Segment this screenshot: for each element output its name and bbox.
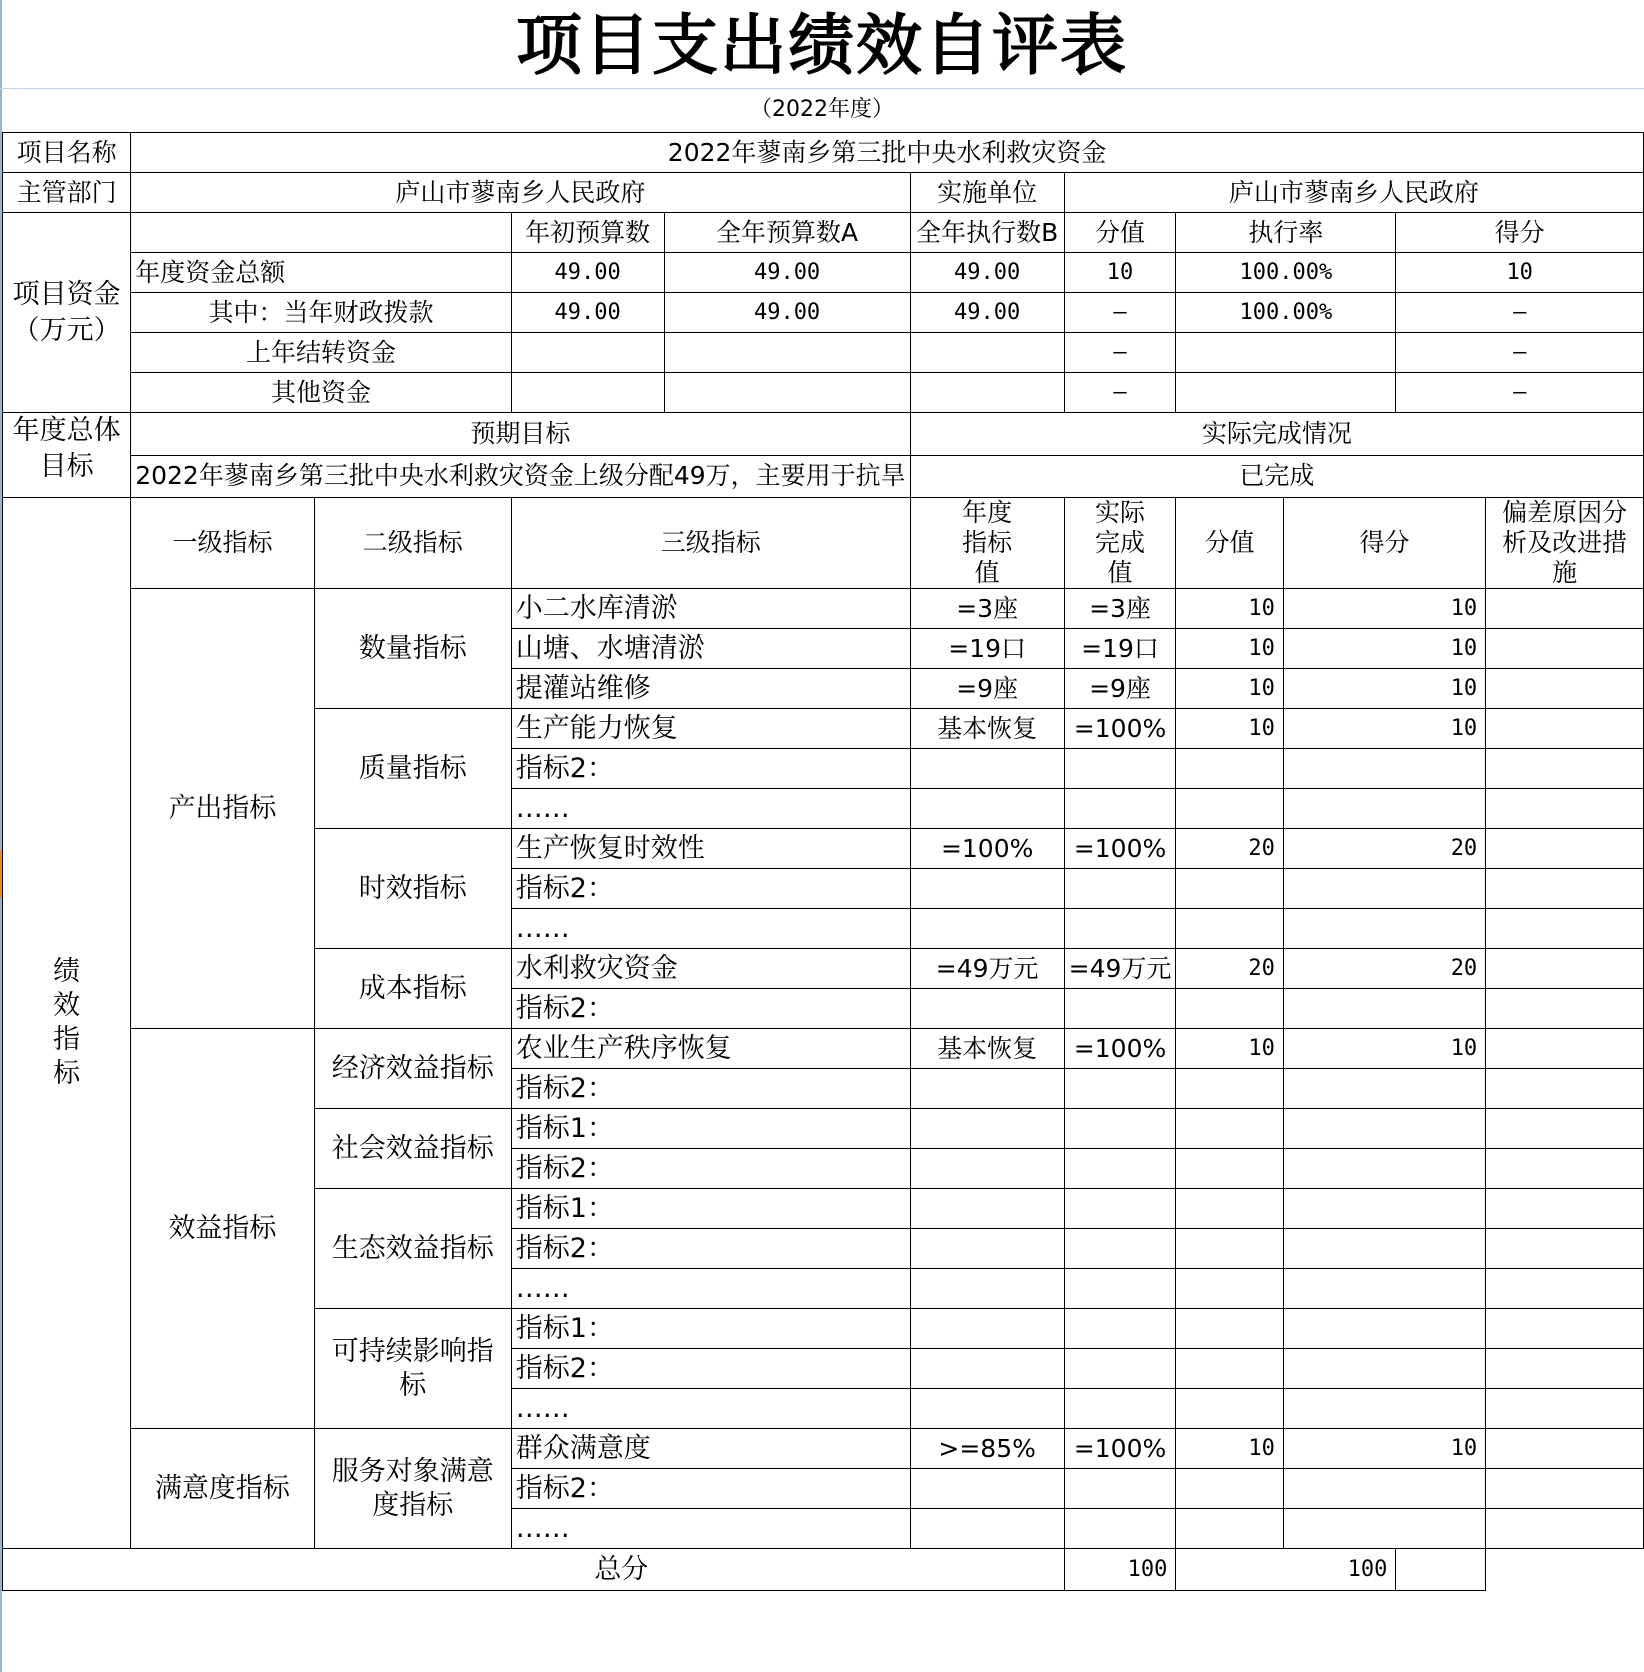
form-year-note: （2022年度）	[750, 97, 894, 122]
indicator-deviation-reason[interactable]	[1486, 1069, 1644, 1109]
indicator-score[interactable]	[1283, 1149, 1485, 1189]
funds-corner-cell[interactable]	[131, 213, 512, 253]
header-deviation-reason[interactable]: 偏差原因分析及改进措施	[1486, 498, 1644, 589]
self-evaluation-table	[2, 132, 1644, 1591]
level3-indicator-name[interactable]: 指标2：	[511, 989, 910, 1029]
indicator-weight[interactable]	[1176, 1389, 1284, 1429]
level3-indicator-name[interactable]: ……	[511, 909, 910, 949]
level3-indicator-name[interactable]: 提灌站维修	[511, 669, 910, 709]
total-score[interactable]: 100	[1176, 1549, 1396, 1591]
table-row	[3, 498, 1644, 589]
indicator-actual[interactable]	[1064, 1349, 1176, 1389]
header-actual[interactable]: 实际完成值	[1064, 498, 1176, 589]
indicator-score[interactable]	[1283, 909, 1485, 949]
indicator-actual[interactable]	[1064, 1469, 1176, 1509]
actual-completion-header[interactable]: 实际完成情况	[910, 413, 1643, 456]
indicator-score[interactable]	[1283, 989, 1485, 1029]
indicator-deviation-reason[interactable]	[1486, 1469, 1644, 1509]
level3-indicator-name[interactable]: ……	[511, 1509, 910, 1549]
funds-initial-value[interactable]: 49.00	[511, 293, 664, 333]
indicator-weight[interactable]	[1176, 1149, 1284, 1189]
table-row	[3, 293, 1644, 333]
indicator-score[interactable]	[1283, 1109, 1485, 1149]
indicator-weight[interactable]: 20	[1176, 829, 1284, 869]
funds-executed-value[interactable]	[910, 373, 1064, 413]
indicator-actual[interactable]: =3座	[1064, 589, 1176, 629]
indicator-deviation-reason[interactable]	[1486, 789, 1644, 829]
funds-initial-value[interactable]	[511, 333, 664, 373]
indicator-target[interactable]	[910, 1149, 1064, 1189]
indicator-weight[interactable]	[1176, 909, 1284, 949]
indicator-weight[interactable]: 20	[1176, 949, 1284, 989]
level3-indicator-name[interactable]: 指标2：	[511, 1349, 910, 1389]
total-deviation-reason[interactable]	[1396, 1549, 1486, 1591]
table-row	[3, 373, 1644, 413]
indicator-score[interactable]	[1283, 789, 1485, 829]
table-row	[3, 133, 1644, 173]
level3-indicator-name[interactable]: 水利救灾资金	[511, 949, 910, 989]
indicator-target[interactable]	[910, 869, 1064, 909]
level2-social[interactable]: 社会效益指标	[314, 1109, 511, 1189]
funds-score-value[interactable]: —	[1396, 333, 1644, 373]
indicator-actual[interactable]	[1064, 989, 1176, 1029]
funds-executed-value[interactable]	[910, 333, 1064, 373]
indicator-actual[interactable]: =19口	[1064, 629, 1176, 669]
funds-row-label[interactable]: 其他资金	[131, 373, 512, 413]
indicator-weight[interactable]	[1176, 749, 1284, 789]
table-row	[3, 1029, 1644, 1069]
indicator-deviation-reason[interactable]	[1486, 949, 1644, 989]
level3-indicator-name[interactable]: 指标2：	[511, 1469, 910, 1509]
funds-header-weight[interactable]: 分值	[1064, 213, 1176, 253]
funds-header-initial[interactable]: 年初预算数	[511, 213, 664, 253]
indicator-score[interactable]	[1283, 1269, 1485, 1309]
indicator-target[interactable]: 基本恢复	[910, 1029, 1064, 1069]
indicator-weight[interactable]	[1176, 789, 1284, 829]
funds-header-annual[interactable]: 全年预算数A	[664, 213, 910, 253]
indicator-deviation-reason[interactable]	[1486, 829, 1644, 869]
funds-score-value[interactable]: —	[1396, 293, 1644, 333]
project-name-label[interactable]: 项目名称	[3, 133, 131, 173]
indicator-actual[interactable]	[1064, 1149, 1176, 1189]
indicator-score[interactable]	[1283, 869, 1485, 909]
indicator-actual[interactable]: =49万元	[1064, 949, 1176, 989]
indicator-score[interactable]	[1283, 1469, 1485, 1509]
indicator-weight[interactable]	[1176, 989, 1284, 1029]
level3-indicator-name[interactable]: 群众满意度	[511, 1429, 910, 1469]
level2-quality[interactable]: 质量指标	[314, 709, 511, 829]
header-target[interactable]: 年度指标值	[910, 498, 1064, 589]
total-label[interactable]: 总分	[3, 1549, 1065, 1591]
indicator-score[interactable]: 10	[1283, 669, 1485, 709]
indicator-actual[interactable]: =100%	[1064, 1029, 1176, 1069]
level2-service[interactable]: 服务对象满意度指标	[314, 1429, 511, 1549]
indicator-weight[interactable]	[1176, 1269, 1284, 1309]
indicator-target[interactable]	[910, 1509, 1064, 1549]
level3-indicator-name[interactable]: 指标2：	[511, 869, 910, 909]
indicator-deviation-reason[interactable]	[1486, 1349, 1644, 1389]
level2-cost[interactable]: 成本指标	[314, 949, 511, 1029]
project-name-value[interactable]: 2022年蓼南乡第三批中央水利救灾资金	[131, 133, 1644, 173]
level3-indicator-name[interactable]: 山塘、水塘清淤	[511, 629, 910, 669]
indicator-score[interactable]	[1283, 1349, 1485, 1389]
annual-goal-label-text: 年度总体目标	[12, 415, 121, 482]
indicator-target[interactable]	[910, 1269, 1064, 1309]
indicator-score[interactable]: 10	[1283, 1429, 1485, 1469]
header-level3[interactable]: 三级指标	[511, 498, 910, 589]
level1-output[interactable]: 产出指标	[131, 589, 314, 1029]
total-weight[interactable]: 100	[1064, 1549, 1176, 1591]
indicator-target[interactable]	[910, 989, 1064, 1029]
indicator-actual[interactable]	[1064, 1189, 1176, 1229]
indicator-target[interactable]	[910, 1349, 1064, 1389]
indicator-target[interactable]	[910, 749, 1064, 789]
indicator-weight[interactable]	[1176, 1469, 1284, 1509]
indicator-weight[interactable]	[1176, 1109, 1284, 1149]
indicator-actual[interactable]	[1064, 1109, 1176, 1149]
funds-rate-value[interactable]	[1176, 333, 1396, 373]
indicator-deviation-reason[interactable]	[1486, 1229, 1644, 1269]
funds-initial-value[interactable]: 49.00	[511, 253, 664, 293]
indicator-actual[interactable]	[1064, 1269, 1176, 1309]
indicator-score[interactable]: 10	[1283, 589, 1485, 629]
funds-executed-value[interactable]: 49.00	[910, 293, 1064, 333]
actual-completion-text[interactable]: 已完成	[910, 455, 1643, 498]
indicator-target[interactable]	[910, 789, 1064, 829]
indicator-deviation-reason[interactable]	[1486, 1309, 1644, 1349]
table-row	[3, 333, 1644, 373]
indicator-actual[interactable]	[1064, 909, 1176, 949]
indicator-score[interactable]: 10	[1283, 1029, 1485, 1069]
level2-timeliness[interactable]: 时效指标	[314, 829, 511, 949]
indicator-score[interactable]	[1283, 749, 1485, 789]
expected-goal-text[interactable]: 2022年蓼南乡第三批中央水利救灾资金上级分配49万，主要用于抗旱	[131, 455, 910, 498]
indicator-target[interactable]	[910, 1069, 1064, 1109]
indicator-target[interactable]	[910, 1189, 1064, 1229]
funds-weight-value[interactable]: —	[1064, 293, 1176, 333]
level3-indicator-name[interactable]: 小二水库清淤	[511, 589, 910, 629]
department-label[interactable]: 主管部门	[3, 173, 131, 213]
level3-indicator-name[interactable]: 指标2：	[511, 1069, 910, 1109]
level3-indicator-name[interactable]: 生产能力恢复	[511, 709, 910, 749]
funds-header-executed[interactable]: 全年执行数B	[910, 213, 1064, 253]
indicator-weight[interactable]: 10	[1176, 589, 1284, 629]
implementer-label[interactable]: 实施单位	[910, 173, 1064, 213]
indicator-target[interactable]	[910, 1229, 1064, 1269]
indicator-score[interactable]	[1283, 1509, 1485, 1549]
indicator-score[interactable]	[1283, 1309, 1485, 1349]
indicator-deviation-reason[interactable]	[1486, 629, 1644, 669]
annual-goal-label[interactable]	[3, 413, 131, 498]
indicator-score[interactable]	[1283, 1229, 1485, 1269]
indicator-deviation-reason[interactable]	[1486, 1389, 1644, 1429]
indicator-deviation-reason[interactable]	[1486, 1149, 1644, 1189]
level3-indicator-name[interactable]: ……	[511, 1389, 910, 1429]
level1-satisfaction[interactable]: 满意度指标	[131, 1429, 314, 1549]
level3-indicator-name[interactable]: ……	[511, 1269, 910, 1309]
indicator-actual[interactable]: =100%	[1064, 709, 1176, 749]
indicator-target[interactable]: =49万元	[910, 949, 1064, 989]
indicator-actual[interactable]	[1064, 1509, 1176, 1549]
table-row	[3, 589, 1644, 629]
indicator-target[interactable]: 基本恢复	[910, 709, 1064, 749]
indicator-deviation-reason[interactable]	[1486, 669, 1644, 709]
level3-indicator-name[interactable]: 指标2：	[511, 1229, 910, 1269]
indicator-score[interactable]: 20	[1283, 949, 1485, 989]
indicator-actual[interactable]	[1064, 1389, 1176, 1429]
funds-executed-value[interactable]: 49.00	[910, 253, 1064, 293]
funds-weight-value[interactable]: 10	[1064, 253, 1176, 293]
table-row	[3, 173, 1644, 213]
indicator-deviation-reason[interactable]	[1486, 1189, 1644, 1229]
funds-weight-value[interactable]: —	[1064, 373, 1176, 413]
indicator-actual[interactable]: =100%	[1064, 829, 1176, 869]
indicator-deviation-reason[interactable]	[1486, 989, 1644, 1029]
level3-indicator-name[interactable]: 农业生产秩序恢复	[511, 1029, 910, 1069]
indicator-weight[interactable]: 10	[1176, 629, 1284, 669]
indicator-target[interactable]: =19口	[910, 629, 1064, 669]
performance-indicators-label-text: 绩效指标	[53, 956, 81, 1089]
indicator-weight[interactable]: 10	[1176, 1029, 1284, 1069]
indicator-deviation-reason[interactable]	[1486, 1269, 1644, 1309]
indicator-deviation-reason[interactable]	[1486, 1029, 1644, 1069]
level2-ecological[interactable]: 生态效益指标	[314, 1189, 511, 1309]
table-row	[3, 1549, 1644, 1591]
level3-indicator-name[interactable]: 指标1：	[511, 1109, 910, 1149]
indicator-score[interactable]	[1283, 1189, 1485, 1229]
funds-initial-value[interactable]	[511, 373, 664, 413]
indicator-target[interactable]	[910, 1389, 1064, 1429]
level3-indicator-name[interactable]: 指标2：	[511, 749, 910, 789]
indicator-target[interactable]: =9座	[910, 669, 1064, 709]
expected-goal-header[interactable]: 预期目标	[131, 413, 910, 456]
indicator-target[interactable]	[910, 909, 1064, 949]
indicator-actual[interactable]: =100%	[1064, 1429, 1176, 1469]
level3-indicator-name[interactable]: 生产恢复时效性	[511, 829, 910, 869]
indicator-target[interactable]: >=85%	[910, 1429, 1064, 1469]
funds-annual-value[interactable]	[664, 333, 910, 373]
indicator-actual[interactable]	[1064, 869, 1176, 909]
header-weight[interactable]: 分值	[1176, 498, 1284, 589]
indicator-target[interactable]	[910, 1469, 1064, 1509]
level3-indicator-name[interactable]: 指标1：	[511, 1189, 910, 1229]
indicator-score[interactable]	[1283, 1069, 1485, 1109]
indicator-weight[interactable]	[1176, 1349, 1284, 1389]
indicator-weight[interactable]: 10	[1176, 669, 1284, 709]
indicator-deviation-reason[interactable]	[1486, 869, 1644, 909]
funds-annual-value[interactable]: 49.00	[664, 253, 910, 293]
header-score[interactable]: 得分	[1283, 498, 1485, 589]
table-row	[3, 253, 1644, 293]
funds-score-value[interactable]: 10	[1396, 253, 1644, 293]
funds-rate-value[interactable]: 100.00%	[1176, 253, 1396, 293]
funds-rate-value[interactable]: 100.00%	[1176, 293, 1396, 333]
indicator-deviation-reason[interactable]	[1486, 1109, 1644, 1149]
funds-label[interactable]: 项目资金（万元）	[3, 213, 131, 413]
funds-header-rate[interactable]: 执行率	[1176, 213, 1396, 253]
indicator-score[interactable]: 10	[1283, 629, 1485, 669]
indicator-deviation-reason[interactable]	[1486, 909, 1644, 949]
indicator-deviation-reason[interactable]	[1486, 1509, 1644, 1549]
indicator-deviation-reason[interactable]	[1486, 749, 1644, 789]
level1-benefit[interactable]: 效益指标	[131, 1029, 314, 1429]
table-row	[3, 455, 1644, 498]
indicator-weight[interactable]	[1176, 1509, 1284, 1549]
level2-quantity[interactable]: 数量指标	[314, 589, 511, 709]
funds-annual-value[interactable]	[664, 373, 910, 413]
indicator-weight[interactable]	[1176, 869, 1284, 909]
funds-row-label[interactable]: 上年结转资金	[131, 333, 512, 373]
indicator-weight[interactable]	[1176, 1069, 1284, 1109]
indicator-weight[interactable]	[1176, 1309, 1284, 1349]
implementer-value[interactable]: 庐山市蓼南乡人民政府	[1064, 173, 1643, 213]
indicator-actual[interactable]	[1064, 789, 1176, 829]
indicator-deviation-reason[interactable]	[1486, 589, 1644, 629]
indicator-target[interactable]: =3座	[910, 589, 1064, 629]
header-level1[interactable]: 一级指标	[131, 498, 314, 589]
funds-rate-value[interactable]	[1176, 373, 1396, 413]
funds-score-value[interactable]: —	[1396, 373, 1644, 413]
indicator-target[interactable]: =100%	[910, 829, 1064, 869]
level3-indicator-name[interactable]: 指标1：	[511, 1309, 910, 1349]
indicator-weight[interactable]: 10	[1176, 1429, 1284, 1469]
performance-indicators-label[interactable]	[3, 498, 131, 1549]
indicator-weight[interactable]: 10	[1176, 709, 1284, 749]
indicator-target[interactable]	[910, 1109, 1064, 1149]
indicator-score[interactable]	[1283, 1389, 1485, 1429]
funds-row-label[interactable]: 其中：当年财政拨款	[131, 293, 512, 333]
table-row	[3, 413, 1644, 456]
level3-indicator-name[interactable]: 指标2：	[511, 1149, 910, 1189]
funds-row-label[interactable]: 年度资金总额	[131, 253, 512, 293]
indicator-deviation-reason[interactable]	[1486, 1429, 1644, 1469]
indicator-score[interactable]: 20	[1283, 829, 1485, 869]
indicator-target[interactable]	[910, 1309, 1064, 1349]
department-value[interactable]: 庐山市蓼南乡人民政府	[131, 173, 910, 213]
indicator-actual[interactable]	[1064, 1069, 1176, 1109]
indicator-actual[interactable]: =9座	[1064, 669, 1176, 709]
indicator-actual[interactable]	[1064, 1309, 1176, 1349]
indicator-score[interactable]: 10	[1283, 709, 1485, 749]
level2-sustainable[interactable]: 可持续影响指标	[314, 1309, 511, 1429]
indicator-actual[interactable]	[1064, 749, 1176, 789]
indicator-deviation-reason[interactable]	[1486, 709, 1644, 749]
funds-header-score[interactable]: 得分	[1396, 213, 1644, 253]
indicator-weight[interactable]	[1176, 1229, 1284, 1269]
indicator-weight[interactable]	[1176, 1189, 1284, 1229]
header-level2[interactable]: 二级指标	[314, 498, 511, 589]
funds-weight-value[interactable]: —	[1064, 333, 1176, 373]
table-row	[3, 213, 1644, 253]
level3-indicator-name[interactable]: ……	[511, 789, 910, 829]
indicator-actual[interactable]	[1064, 1229, 1176, 1269]
level2-economic[interactable]: 经济效益指标	[314, 1029, 511, 1109]
funds-annual-value[interactable]: 49.00	[664, 293, 910, 333]
table-row	[3, 1429, 1644, 1469]
form-title: 项目支出绩效自评表	[516, 6, 1128, 84]
